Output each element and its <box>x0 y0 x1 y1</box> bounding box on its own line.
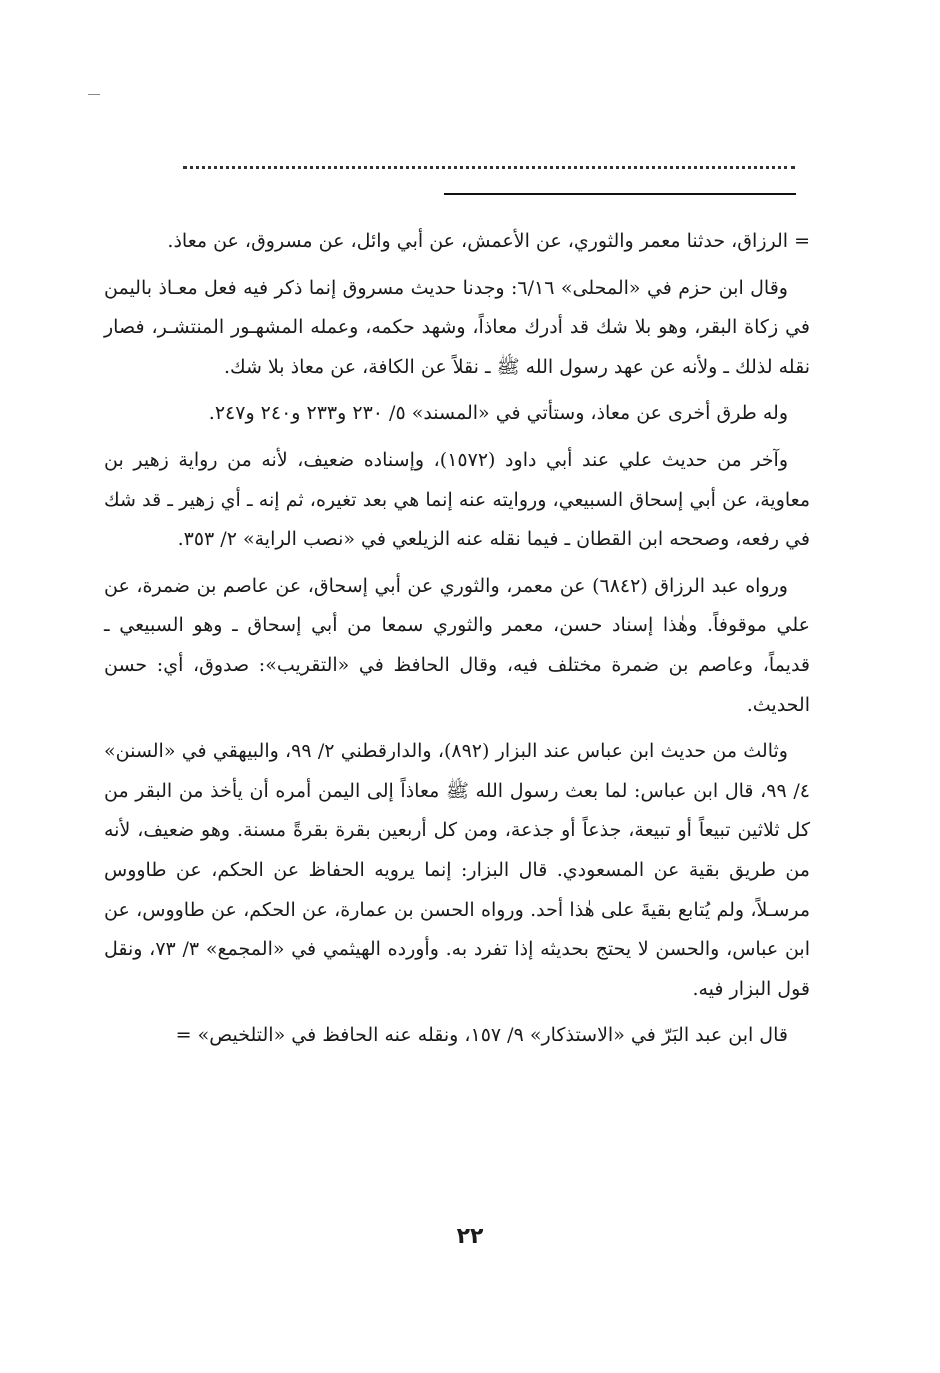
dotted-separator <box>183 166 795 169</box>
footnote-paragraph: وآخر من حديث علي عند أبي داود (١٥٧٢)، وإسناده ضعيف، لأنه من رواية زهير بن معاوية، عن أبي إسحاق السبيعي، وروايته عنه إنما هي بعد تغيره، ثم إنه ـ أي زهير ـ قد شك في رفعه، وصححه ابن القطان ـ فيما نقله عنه الزيلعي في «نصب الراية» ٢/ ٣٥٣. <box>104 448 810 551</box>
footnote-paragraph: ورواه عبد الرزاق (٦٨٤٢) عن معمر، والثوري عن أبي إسحاق، عن عاصم بن ضمرة، عن علي موقوفاً. وهٰذا إسناد حسن، معمر والثوري سمعا من أبي إسحاق ـ وهو السبيعي ـ قديماً، وعاصم بن ضمرة مختلف فيه، وقال الحافظ في «التقريب»: صدوق، أي: حسن الحديث. <box>104 574 810 716</box>
footnote-paragraph: وثالث من حديث ابن عباس عند البزار (٨٩٢)، والدارقطني ٢/ ٩٩، والبيهقي في «السنن» ٤/ ٩٩، قال ابن عباس: لما بعث رسول الله ﷺ معاذاً إلى اليمن أمره أن يأخذ من البقر من كل ثلاثين تبيعاً أو تبيعة، جذعاً أو جذعة، ومن كل أربعين بقرة بقرةً مسنة. وهو ضعيف، لأنه من طريق بقية عن المسعودي. قال البزار: إنما يرويه الحفاظ عن الحكم، عن طاووس مرسـلاً، ولم يُتابع بقيةَ على هٰذا أحد. ورواه الحسن بن عمارة، عن الحكم، عن طاووس، عن ابن عباس، والحسن لا يحتج بحديثه إذا تفرد به. وأورده الهيثمي في «المجمع» ٣/ ٧٣، ونقل قول البزار فيه. <box>104 740 810 1000</box>
stray-margin-mark <box>88 94 100 95</box>
footnote-paragraph: = الرزاق، حدثنا معمر والثوري، عن الأعمش، عن أبي وائل، عن مسروق، عن معاذ. <box>167 230 810 252</box>
footnote-rule <box>444 193 796 195</box>
footnote-paragraph: وقال ابن حزم في «المحلى» ٦/١٦: وجدنا حديث مسروق إنما ذكر فيه فعل معـاذ باليمن في زكاة البقر، وهو بلا شك قد أدرك معاذاً، وشهد حكمه، وعمله المشهـور المنتشـر، فصار نقله لذلك ـ ولأنه عن عهد رسول الله ﷺ ـ نقلاً عن الكافة، عن معاذ بلا شك. <box>104 276 810 378</box>
footnote-body <box>104 222 810 1063</box>
footnote-paragraph: وله طرق أخرى عن معاذ، وستأتي في «المسند» ٥/ ٢٣٠ و٢٣٣ و٢٤٠ و٢٤٧. <box>208 402 788 425</box>
footnote-paragraph: قال ابن عبد البَرّ في «الاستذكار» ٩/ ١٥٧، ونقله عنه الحافظ في «التلخيص» = <box>175 1024 788 1047</box>
page-number: ٢٢ <box>456 1224 484 1249</box>
